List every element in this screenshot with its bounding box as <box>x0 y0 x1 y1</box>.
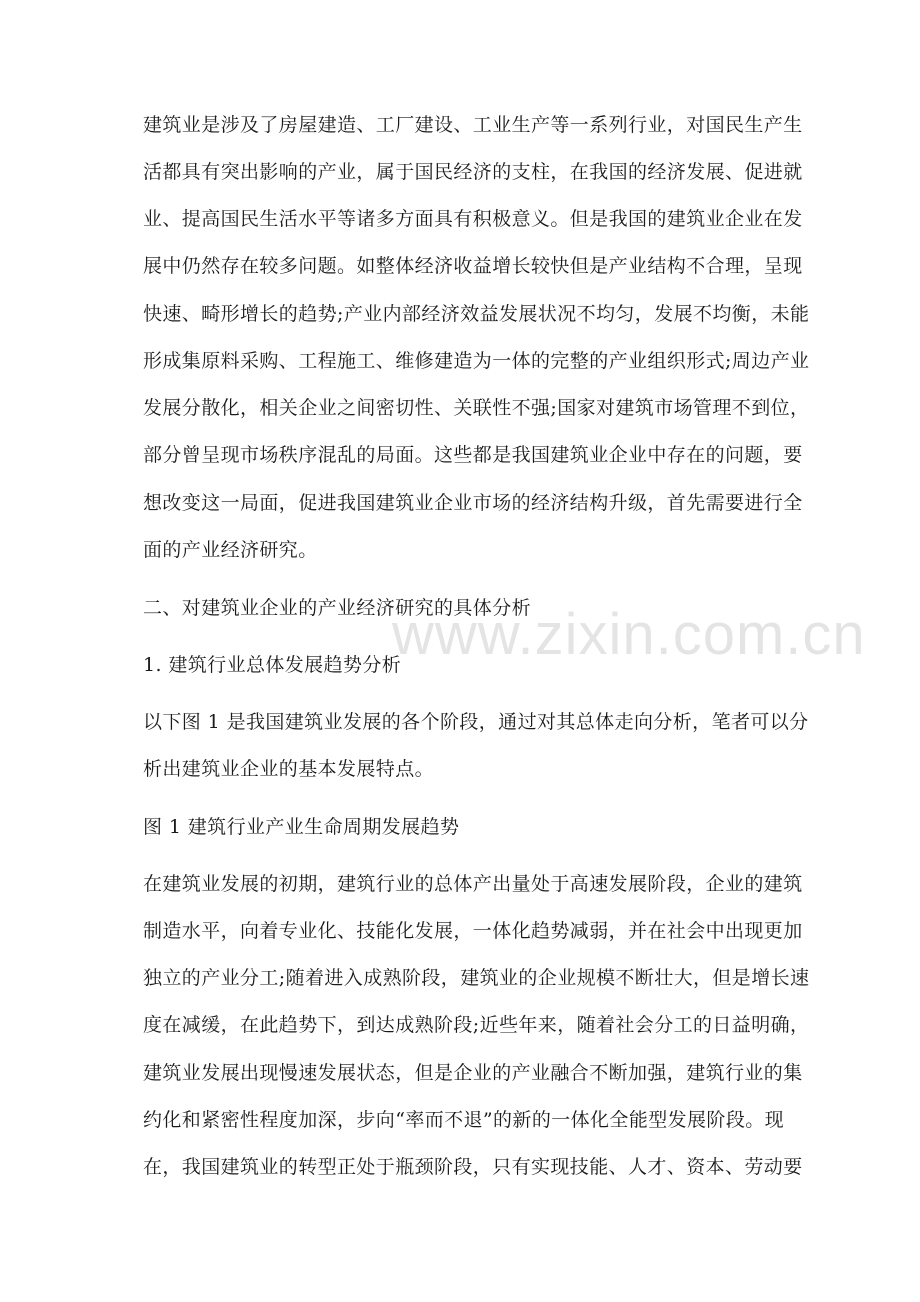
paragraph-3-line-1: 在建筑业发展的初期，建筑行业的总体产出量处于高速发展阶段，企业的建筑 <box>143 873 803 895</box>
paragraph-1-line-2: 活都具有突出影响的产业，属于国民经济的支柱，在我国的经济发展、促进就 <box>143 161 803 183</box>
paragraph-1-line-7: 发展分散化，相关企业之间密切性、关联性不强;国家对建筑市场管理不到位， <box>143 397 810 419</box>
paragraph-1-line-10: 面的产业经济研究。 <box>143 539 318 561</box>
paragraph-1-line-1: 建筑业是涉及了房屋建造、工厂建设、工业生产等一系列行业，对国民生产生 <box>143 114 803 136</box>
paragraph-1-line-9: 想改变这一局面，促进我国建筑业企业市场的经济结构升级，首先需要进行全 <box>143 492 803 514</box>
paragraph-3-line-6: 约化和紧密性程度加深，步向“率而不退”的新的一体化全能型发展阶段。现 <box>143 1109 785 1131</box>
paragraph-1-line-5: 快速、畸形增长的趋势;产业内部经济效益发展状况不均匀，发展不均衡，未能 <box>143 303 810 325</box>
subsection-heading: 1. 建筑行业总体发展趋势分析 <box>143 654 402 676</box>
paragraph-1-line-3: 业、提高国民生活水平等诸多方面具有积极意义。但是我国的建筑业企业在发 <box>143 208 803 230</box>
figure-caption: 图 1 建筑行业产业生命周期发展趋势 <box>143 816 460 838</box>
paragraph-2-line-2: 析出建筑业企业的基本发展特点。 <box>143 758 435 780</box>
paragraph-3-line-2: 制造水平，向着专业化、技能化发展，一体化趋势减弱，并在社会中出现更加 <box>143 920 803 942</box>
paragraph-3-line-3: 独立的产业分工;随着进入成熟阶段，建筑业的企业规模不断壮大，但是增长速 <box>143 967 810 989</box>
paragraph-1-line-8: 部分曾呈现市场秩序混乱的局面。这些都是我国建筑业企业中存在的问题，要 <box>143 444 803 466</box>
paragraph-3-line-7: 在，我国建筑业的转型正处于瓶颈阶段，只有实现技能、人才、资本、劳动要 <box>143 1156 803 1178</box>
paragraph-3-line-5: 建筑业发展出现慢速发展状态，但是企业的产业融合不断加强，建筑行业的集 <box>143 1062 803 1084</box>
paragraph-3-line-4: 度在减缓，在此趋势下，到达成熟阶段;近些年来，随着社会分工的日益明确， <box>143 1014 810 1036</box>
watermark: www.zixin.com.cn <box>392 602 866 667</box>
paragraph-2-line-1: 以下图 1 是我国建筑业发展的各个阶段，通过对其总体走向分析，笔者可以分 <box>143 711 809 733</box>
paragraph-1-line-6: 形成集原料采购、工程施工、维修建造为一体的完整的产业组织形式;周边产业 <box>143 350 810 372</box>
paragraph-1-line-4: 展中仍然存在较多问题。如整体经济收益增长较快但是产业结构不合理，呈现 <box>143 255 803 277</box>
section-heading: 二、对建筑业企业的产业经济研究的具体分析 <box>143 597 532 619</box>
